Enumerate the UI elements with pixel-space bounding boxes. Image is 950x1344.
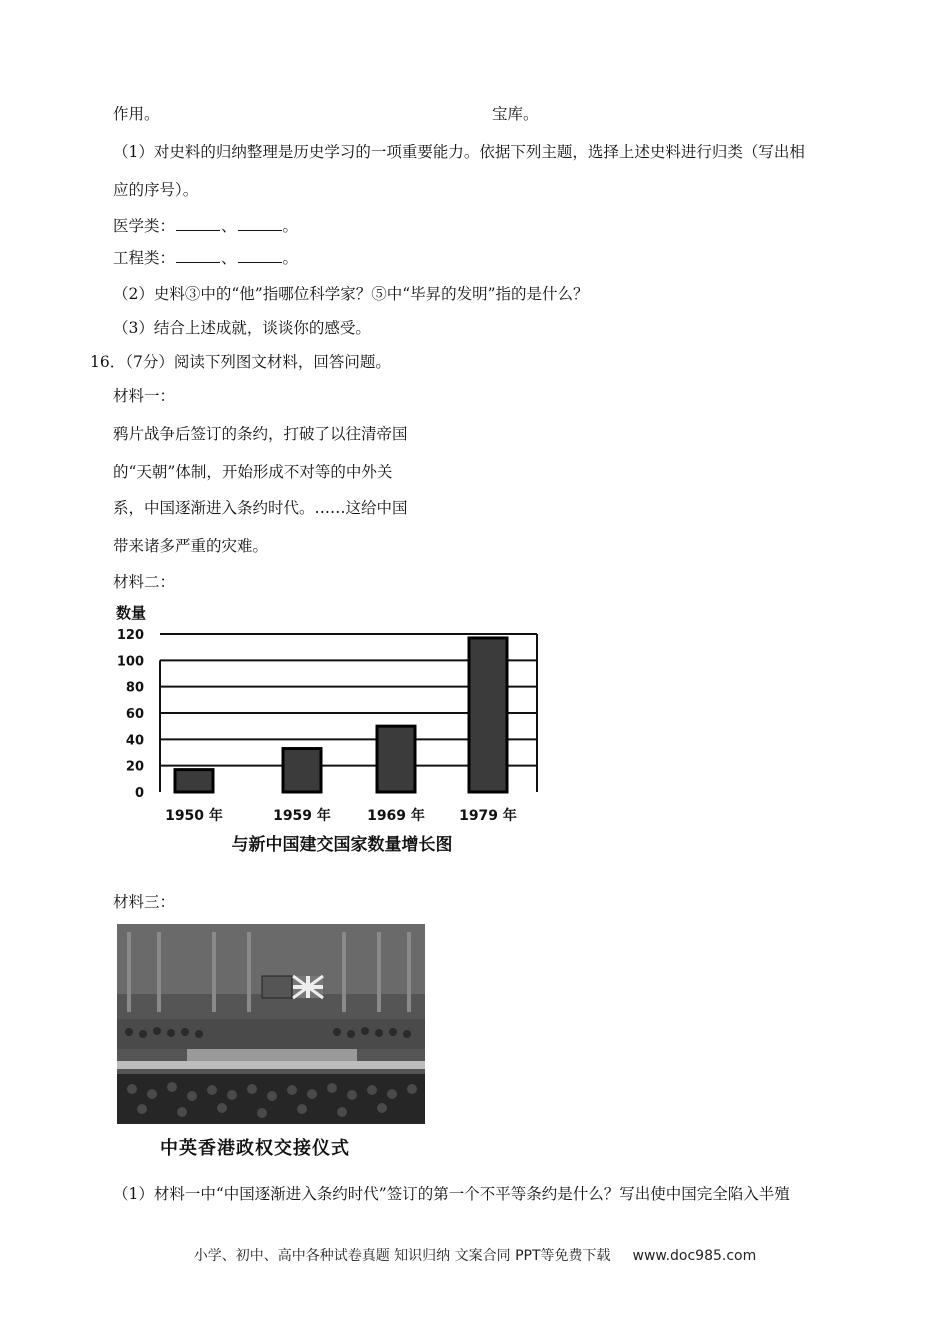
material-one-line: 鸦片战争后签订的条约，打破了以往清帝国 — [113, 425, 408, 443]
y-tick-label: 20 — [125, 759, 144, 775]
engineering-answer-row — [113, 248, 298, 268]
y-tick-label: 0 — [134, 786, 144, 801]
q16-sub1: （1）材料一中“中国逐渐进入条约时代”签订的第一个不平等条约是什么？写出使中国完全陷入半殖 — [113, 1185, 790, 1203]
q15-sub1-line2: 应的序号）。 — [113, 181, 199, 199]
material-two-label: 材料二： — [113, 573, 176, 591]
material-one-line: 的“天朝”体制，开始形成不对等的中外关 — [113, 463, 393, 481]
material-three-label: 材料三： — [113, 893, 176, 911]
x-tick-label: 1950 年 — [165, 808, 223, 824]
medical-answer-row — [113, 216, 298, 236]
end-mark: 。 — [282, 249, 299, 267]
q15-sub3: （3）结合上述成就，谈谈你的感受。 — [113, 319, 371, 337]
q15-sub2: （2）史料③中的“他”指哪位科学家？⑤中“毕昇的发明”指的是什么？ — [113, 285, 589, 303]
medical-label: 医学类： — [113, 217, 176, 235]
material-one-line: 系，中国逐渐进入条约时代。……这给中国 — [113, 499, 408, 517]
handover-ceremony-photo — [117, 924, 425, 1124]
separator: 、 — [221, 249, 237, 267]
y-tick-label: 40 — [125, 733, 144, 749]
bar — [469, 638, 507, 792]
end-mark: 。 — [282, 217, 299, 235]
q15-sub1-line1: （1）对史料的归纳整理是历史学习的一项重要能力。依据下列主题，选择上述史料进行归类（写出相 — [113, 143, 805, 161]
answer-blank[interactable] — [238, 216, 282, 231]
y-axis-label: 数量 — [116, 604, 147, 622]
bar-chart-svg — [112, 600, 552, 860]
engineering-label: 工程类： — [113, 249, 176, 267]
answer-blank[interactable] — [238, 248, 282, 263]
text-fragment-left: 作用。 — [113, 105, 160, 123]
photo-caption: 中英香港政权交接仪式 — [160, 1138, 350, 1159]
y-tick-label: 100 — [116, 654, 144, 670]
answer-blank[interactable] — [176, 216, 220, 231]
bar — [377, 726, 415, 792]
footer-text: 小学、初中、高中各种试卷真题 知识归纳 文案合同 PPT等免费下载 — [193, 1248, 611, 1264]
bar-chart — [112, 600, 552, 860]
y-tick-label: 80 — [125, 680, 144, 696]
x-tick-label: 1969 年 — [367, 808, 425, 824]
footer-url[interactable]: www.doc985.com — [632, 1248, 757, 1264]
page-footer — [0, 1245, 950, 1265]
bar — [283, 749, 321, 792]
y-tick-label: 60 — [125, 707, 144, 722]
x-tick-label: 1959 年 — [273, 808, 331, 824]
y-tick-label: 120 — [116, 628, 144, 643]
text-fragment-right: 宝库。 — [492, 105, 539, 123]
answer-blank[interactable] — [176, 248, 220, 263]
separator: 、 — [221, 217, 237, 235]
x-tick-label: 1979 年 — [459, 808, 517, 824]
material-one-line: 带来诸多严重的灾难。 — [113, 537, 269, 555]
material-one-label: 材料一： — [113, 387, 176, 405]
bar — [175, 770, 213, 792]
q16-header: 16．（7分）阅读下列图文材料，回答问题。 — [90, 353, 391, 371]
chart-title: 与新中国建交国家数量增长图 — [231, 835, 453, 855]
